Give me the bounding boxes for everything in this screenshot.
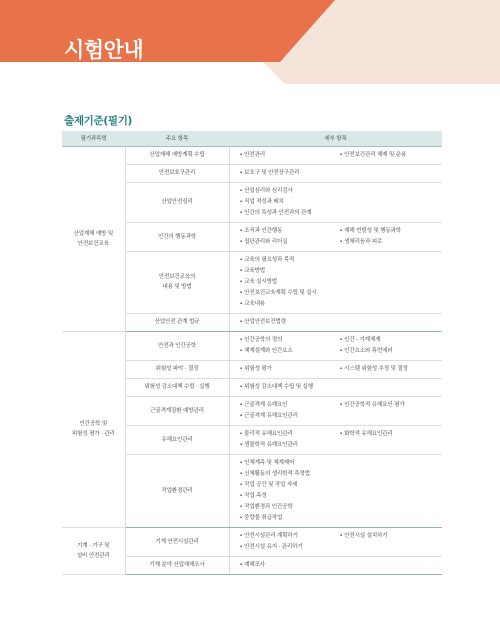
detail-item: • 교육의 필요성과 목적 — [239, 256, 295, 263]
detail-list — [240, 150, 439, 161]
detail-item: • 안전관리 — [239, 151, 265, 158]
detail-list — [240, 458, 439, 524]
subject-label: 산업재해 예방 및 — [73, 230, 114, 237]
detail-cell — [229, 425, 442, 454]
detail-item: • 근골격계 유해요인 — [239, 401, 288, 408]
item-cell — [125, 182, 229, 222]
item-label: 근골격계질환 예방관리 — [150, 407, 204, 414]
detail-item: • 생물학적 유해요인관리 — [239, 441, 298, 448]
detail-item: • 조직과 인간행동 — [239, 227, 283, 234]
detail-item: • 산업심리와 심리검사 — [239, 187, 293, 194]
detail-item: • 인간요소와 휴먼에러 — [339, 347, 393, 354]
table-header-row — [62, 131, 442, 146]
item-cell — [125, 425, 229, 454]
detail-cell — [229, 182, 442, 222]
item-cell — [125, 222, 229, 251]
detail-item: • 인간공학적 유해요인 평가 — [339, 401, 405, 408]
table-row — [62, 527, 442, 556]
detail-cell — [229, 527, 442, 556]
detail-list — [240, 226, 439, 248]
table-row — [62, 146, 442, 164]
header-item: 주요 항목 — [125, 131, 229, 146]
item-label: 유해요인관리 — [161, 436, 193, 443]
detail-cell — [229, 251, 442, 313]
detail-item: • 집단관리와 리더십 — [239, 238, 288, 245]
detail-cell — [229, 454, 442, 527]
item-label: 산업안전심리 — [161, 199, 193, 205]
detail-list — [240, 429, 439, 451]
detail-item: • 시스템 위험성 추정 및 결정 — [339, 365, 408, 372]
detail-cell — [229, 331, 442, 360]
detail-list — [240, 382, 439, 393]
detail-list — [240, 400, 439, 422]
detail-item: • 교육내용 — [239, 300, 265, 307]
section-title: 출제기준(필기) — [64, 115, 133, 127]
detail-item: • 직업 적성과 배치 — [239, 198, 284, 205]
subject-cell — [62, 527, 125, 574]
detail-list — [240, 186, 439, 219]
item-label: 산업안전 관계 법규 — [154, 319, 200, 325]
detail-item: • 보호구 및 안전장구관리 — [239, 169, 300, 176]
item-label: 안전보건교육의 — [158, 274, 196, 280]
detail-list — [240, 255, 439, 310]
detail-item: • 작업환경과 인간공학 — [239, 503, 293, 510]
header-subject: 필기과목명 — [62, 131, 125, 146]
item-label: 기계 안전시설관리 — [155, 538, 199, 545]
detail-cell — [229, 360, 442, 378]
item-label: 작업환경관리 — [161, 487, 193, 494]
detail-list — [240, 335, 439, 357]
item-cell — [125, 164, 229, 182]
detail-item: • 작업 공간 및 작업 자세 — [239, 481, 298, 488]
exam-criteria-table — [62, 131, 442, 575]
item-label: 인간의 행동과학 — [157, 233, 196, 240]
detail-item: • 체계설계와 인간요소 — [239, 347, 293, 354]
header-detail: 세부 항목 — [229, 131, 442, 146]
detail-item: • 화학적 유해요인관리 — [339, 430, 393, 437]
item-cell — [125, 331, 229, 360]
item-cell — [125, 360, 229, 378]
header-banner — [0, 0, 500, 84]
subject-label: 위험성 평가 · 관리 — [71, 431, 115, 437]
detail-cell — [229, 556, 442, 574]
detail-item: • 신체활동의 생리학적 측정법 — [239, 470, 310, 477]
item-label: 안전과 인간공학 — [157, 342, 196, 349]
detail-item: • 작업 측정 — [239, 492, 267, 499]
detail-item: • 안전보건교육계획 수립 및 실시 — [239, 289, 317, 296]
subject-label: 설비 안전관리 — [76, 552, 110, 559]
detail-item: • 안전시설 유지 · 관리하기 — [239, 543, 303, 550]
detail-list — [240, 364, 439, 375]
detail-item: • 중량물 취급작업 — [239, 514, 283, 521]
detail-list — [240, 168, 439, 179]
detail-item: • 생체리듬과 피로 — [339, 238, 383, 245]
detail-item: • 인간공학의 정의 — [239, 336, 283, 343]
detail-cell — [229, 378, 442, 396]
item-label: 위험성 감소대책 수립 · 실행 — [144, 384, 210, 390]
detail-cell — [229, 164, 442, 182]
item-label: 안전보호구관리 — [158, 170, 196, 176]
detail-item: • 안전시설 설치하기 — [339, 532, 388, 539]
detail-item: • 인체계측 및 체계제어 — [239, 459, 295, 466]
detail-item: • 위험성 평가 — [239, 365, 272, 372]
subject-label: 인간공학 및 — [79, 421, 108, 427]
detail-item: • 인간 - 기계체계 — [339, 336, 381, 343]
item-label: 산업재해 예방계획 수립 — [149, 152, 205, 158]
subject-cell — [62, 331, 125, 527]
detail-item: • 산업안전보건법령 — [239, 318, 286, 325]
item-cell — [125, 378, 229, 396]
detail-cell — [229, 313, 442, 331]
item-cell — [125, 454, 229, 527]
detail-item: • 재해조사 — [239, 561, 265, 568]
detail-item: • 물리적 유해요인관리 — [239, 430, 293, 437]
item-label: 기계 분야 산업재해조사 — [149, 562, 205, 568]
item-cell — [125, 251, 229, 313]
detail-item: • 인간의 특성과 안전과의 관계 — [239, 209, 312, 216]
detail-cell — [229, 146, 442, 164]
subject-cell — [62, 146, 125, 331]
item-label: 내용 및 방법 — [162, 284, 192, 290]
detail-item: • 안전시설관리 계획하기 — [239, 532, 298, 539]
detail-list — [240, 531, 439, 553]
item-label: 위험성 파악 · 결정 — [155, 366, 199, 372]
detail-item: • 교육방법 — [239, 267, 265, 274]
table-body — [62, 146, 442, 574]
page-title: 시험안내 — [64, 38, 144, 62]
subject-label: 안전보건교육 — [77, 240, 109, 247]
table-row — [62, 331, 442, 360]
detail-item: • 근골격계 유해요인관리 — [239, 412, 298, 419]
item-cell — [125, 527, 229, 556]
subject-label: 기계 · 기구 및 — [77, 542, 110, 549]
detail-item: • 위험성 감소대책 수립 및 실행 — [239, 383, 313, 390]
item-cell — [125, 146, 229, 164]
detail-item: • 안전보건관리 체제 및 운용 — [339, 151, 407, 158]
detail-cell — [229, 396, 442, 425]
item-cell — [125, 313, 229, 331]
item-cell — [125, 556, 229, 574]
detail-list — [240, 560, 439, 571]
detail-item: • 교육 실시방법 — [239, 278, 277, 285]
item-cell — [125, 396, 229, 425]
detail-list — [240, 317, 439, 328]
detail-item: • 재해 빈발성 및 행동과학 — [339, 227, 401, 234]
detail-cell — [229, 222, 442, 251]
